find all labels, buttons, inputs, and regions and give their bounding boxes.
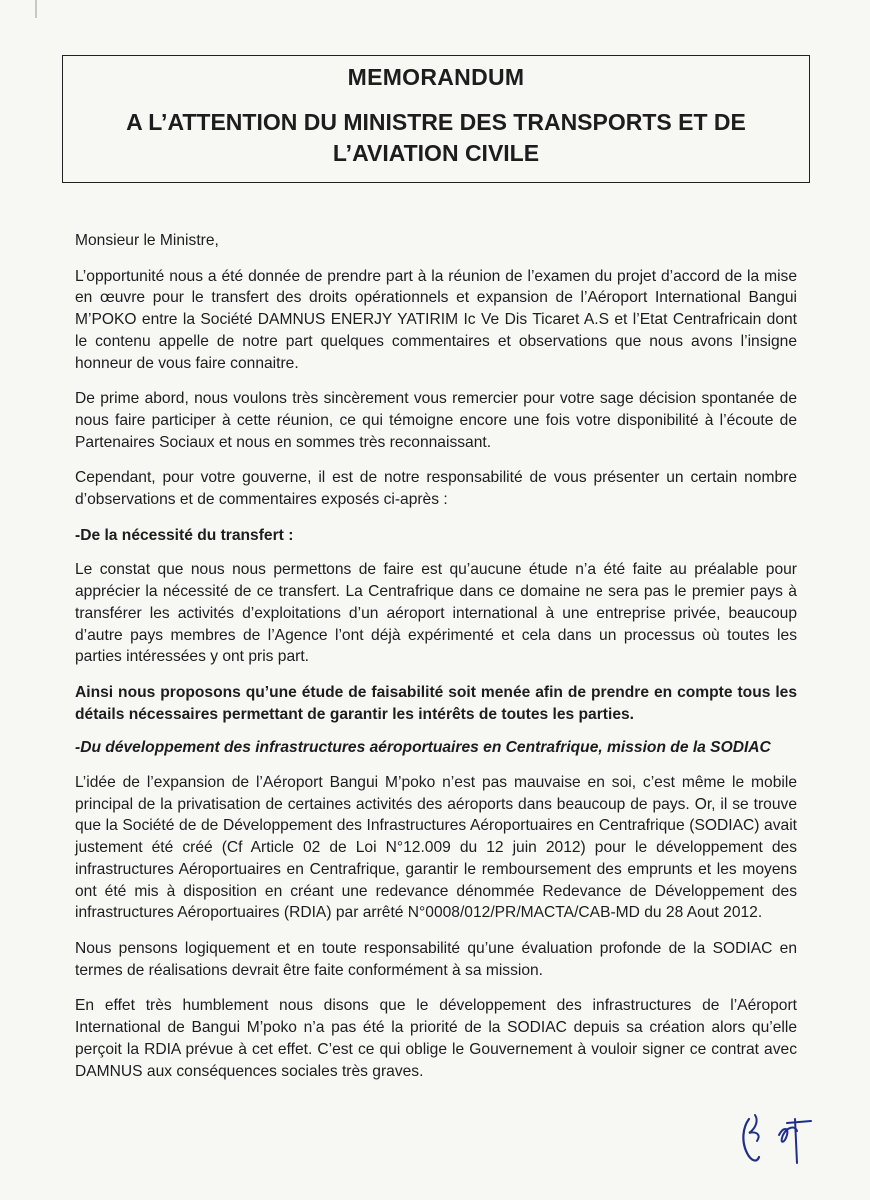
- paragraph-1: L’opportunité nous a été donnée de prendre part à la réunion de l’examen du projet d’accord de la mise en œuvre pour le transfert des droits opérationnels et expansion de l’Aéroport International Bangui M’POKO entre la Société DAMNUS ENERJY YATIRIM Ic Ve Dis Ticaret A.S et l’Etat Centrafricain dont le contenu appelle de notre part quelques commentaires et observations que nous avons l’insigne honneur de vous faire connaitre.: [75, 267, 797, 372]
- header-box: [62, 55, 810, 183]
- paragraph-6: L’idée de l’expansion de l’Aéroport Bangui M’poko n’est pas mauvaise en soi, c’est même le mobile principal de la privatisation de certaines activités des aéroports dans beaucoup de pays. Or, il se trouve que la Société de de Développement des Infrastructures Aéroportuaires en Centrafrique (SODIAC) avait justement été créé (Cf Article 02 de Loi N°12.009 du 12 juin 2012) pour le développement des infrastructures Aéroportuaires en Centrafrique, garantir le remboursement des emprunts et les moyens ont été mis à disposition en créant une redevance dénommée Redevance de Développement des infrastructures Aéroportuaires (RDIA) par arrêté N°0008/012/PR/MACTA/CAB-MD du 28 Aout 2012.: [75, 774, 797, 922]
- paragraph-8: En effet très humblement nous disons que le développement des infrastructures de l’Aéroport International de Bangui M’poko n’a pas été la priorité de la SODIAC depuis sa création alors qu’elle perçoit la RDIA prévue à cet effet. C’est ce qui oblige le Gouvernement à vouloir signer ce contrat avec DAMNUS aux conséquences sociales très graves.: [75, 997, 797, 1080]
- proposal-paragraph: Ainsi nous proposons qu’une étude de faisabilité soit menée afin de prendre en compte tous les détails nécessaires permettant de garantir les intérêts de toutes les parties.: [75, 683, 797, 723]
- scan-mark: [35, 0, 37, 18]
- handwritten-initials: [735, 1105, 825, 1175]
- memo-title: MEMORANDUM: [347, 64, 525, 90]
- memo-body: [75, 230, 797, 1096]
- section-heading-sodiac: -Du développement des infrastructures aéroportuaires en Centrafrique, mission de la SODIAC: [75, 739, 771, 757]
- salutation: Monsieur le Ministre,: [75, 232, 219, 249]
- paragraph-3: Cependant, pour votre gouverne, il est de notre responsabilité de vous présenter un certain nombre d’observations et de commentaires exposés ci-après :: [75, 469, 797, 509]
- paragraph-4: Le constat que nous nous permettons de faire est qu’aucune étude n’a été faite au préalable pour apprécier la nécessité de ce transfert. La Centrafrique dans ce domaine ne sera pas le premier pays à transférer les activités d’exploitations d’un aéroport international à une entreprise privée, beaucoup d’autre pays membres de l’Agence l’ont déjà expérimenté et cela dans un processus où toutes les parties intéressées y ont pris part.: [75, 561, 797, 666]
- paragraph-7: Nous pensons logiquement et en toute responsabilité qu’une évaluation profonde de la SODIAC en termes de réalisations devrait être faite conformément à sa mission.: [75, 939, 797, 979]
- memo-subtitle: A L’ATTENTION DU MINISTRE DES TRANSPORTS ET DE L’AVIATION CIVILE: [126, 109, 746, 166]
- section-heading-transfer: -De la nécessité du transfert :: [75, 526, 294, 544]
- paragraph-2: De prime abord, nous voulons très sincèrement vous remercier pour votre sage décision spontanée de nous faire participer à cette réunion, ce qui témoigne encore une fois votre disponibilité à l’écoute de Partenaires Sociaux et nous en sommes très reconnaissant.: [75, 390, 797, 451]
